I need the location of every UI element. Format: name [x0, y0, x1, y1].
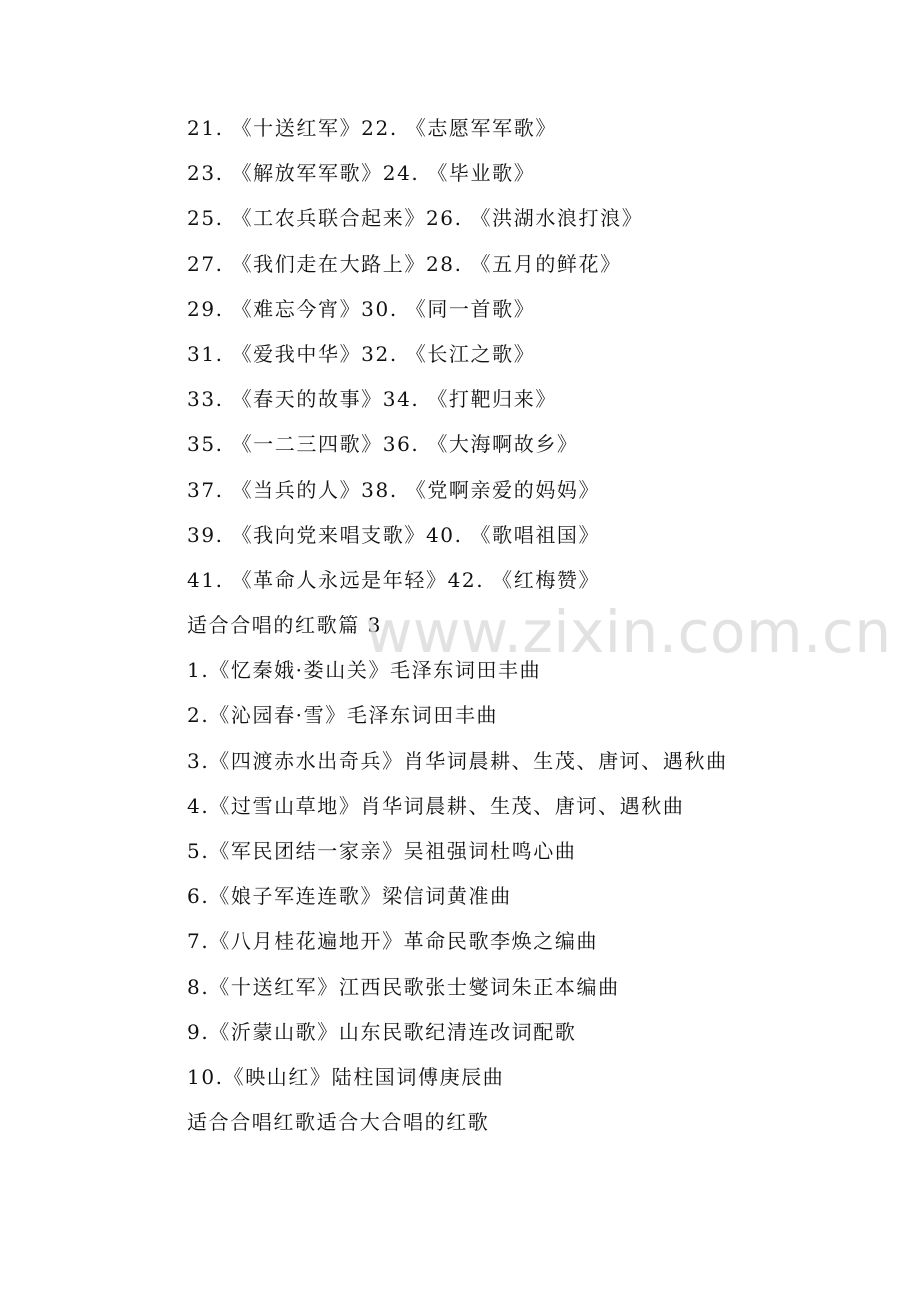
song-credit-line: 6.《娘子军连连歌》梁信词黄准曲 — [187, 884, 512, 909]
song-list-line: 35. 《一二三四歌》36. 《大海啊故乡》 — [187, 432, 579, 457]
song-list-line: 39. 《我向党来唱支歌》40. 《歌唱祖国》 — [187, 522, 601, 547]
closing-heading: 适合合唱红歌适合大合唱的红歌 — [187, 1110, 490, 1135]
site-watermark: www.zixin.com.cn — [365, 598, 892, 666]
section-heading: 适合合唱的红歌篇 3 — [187, 613, 383, 638]
song-list-line: 37. 《当兵的人》38. 《党啊亲爱的妈妈》 — [187, 477, 601, 502]
song-credit-line: 2.《沁园春·雪》毛泽东词田丰曲 — [187, 703, 499, 728]
song-credit-line: 4.《过雪山草地》肖华词晨耕、生茂、唐诃、遇秋曲 — [187, 793, 685, 818]
song-list-line: 23. 《解放军军歌》24. 《毕业歌》 — [187, 161, 536, 186]
song-list-line: 27. 《我们走在大路上》28. 《五月的鲜花》 — [187, 251, 622, 276]
song-list-line: 33. 《春天的故事》34. 《打靶归来》 — [187, 387, 557, 412]
song-list-line: 41. 《革命人永远是年轻》42. 《红梅赞》 — [187, 567, 601, 592]
song-credit-line: 5.《军民团结一家亲》吴祖强词杜鸣心曲 — [187, 839, 577, 863]
song-credit-line: 1.《忆秦娥·娄山关》毛泽东词田丰曲 — [187, 658, 542, 683]
song-list-line: 21. 《十送红军》22. 《志愿军军歌》 — [187, 116, 557, 140]
song-credit-line: 3.《四渡赤水出奇兵》肖华词晨耕、生茂、唐诃、遇秋曲 — [187, 748, 728, 773]
song-credit-line: 10.《映山红》陆柱国词傅庚辰曲 — [187, 1064, 505, 1089]
song-list-line: 25. 《工农兵联合起来》26. 《洪湖水浪打浪》 — [187, 206, 644, 231]
song-credit-line: 8.《十送红军》江西民歌张士燮词朱正本编曲 — [187, 974, 620, 999]
song-credit-line: 7.《八月桂花遍地开》革命民歌李焕之编曲 — [187, 929, 599, 954]
song-credit-line: 9.《沂蒙山歌》山东民歌纪清连改词配歌 — [187, 1019, 577, 1044]
song-list-line: 31. 《爱我中华》32. 《长江之歌》 — [187, 341, 536, 366]
song-list-line: 29. 《难忘今宵》30. 《同一首歌》 — [187, 296, 536, 321]
